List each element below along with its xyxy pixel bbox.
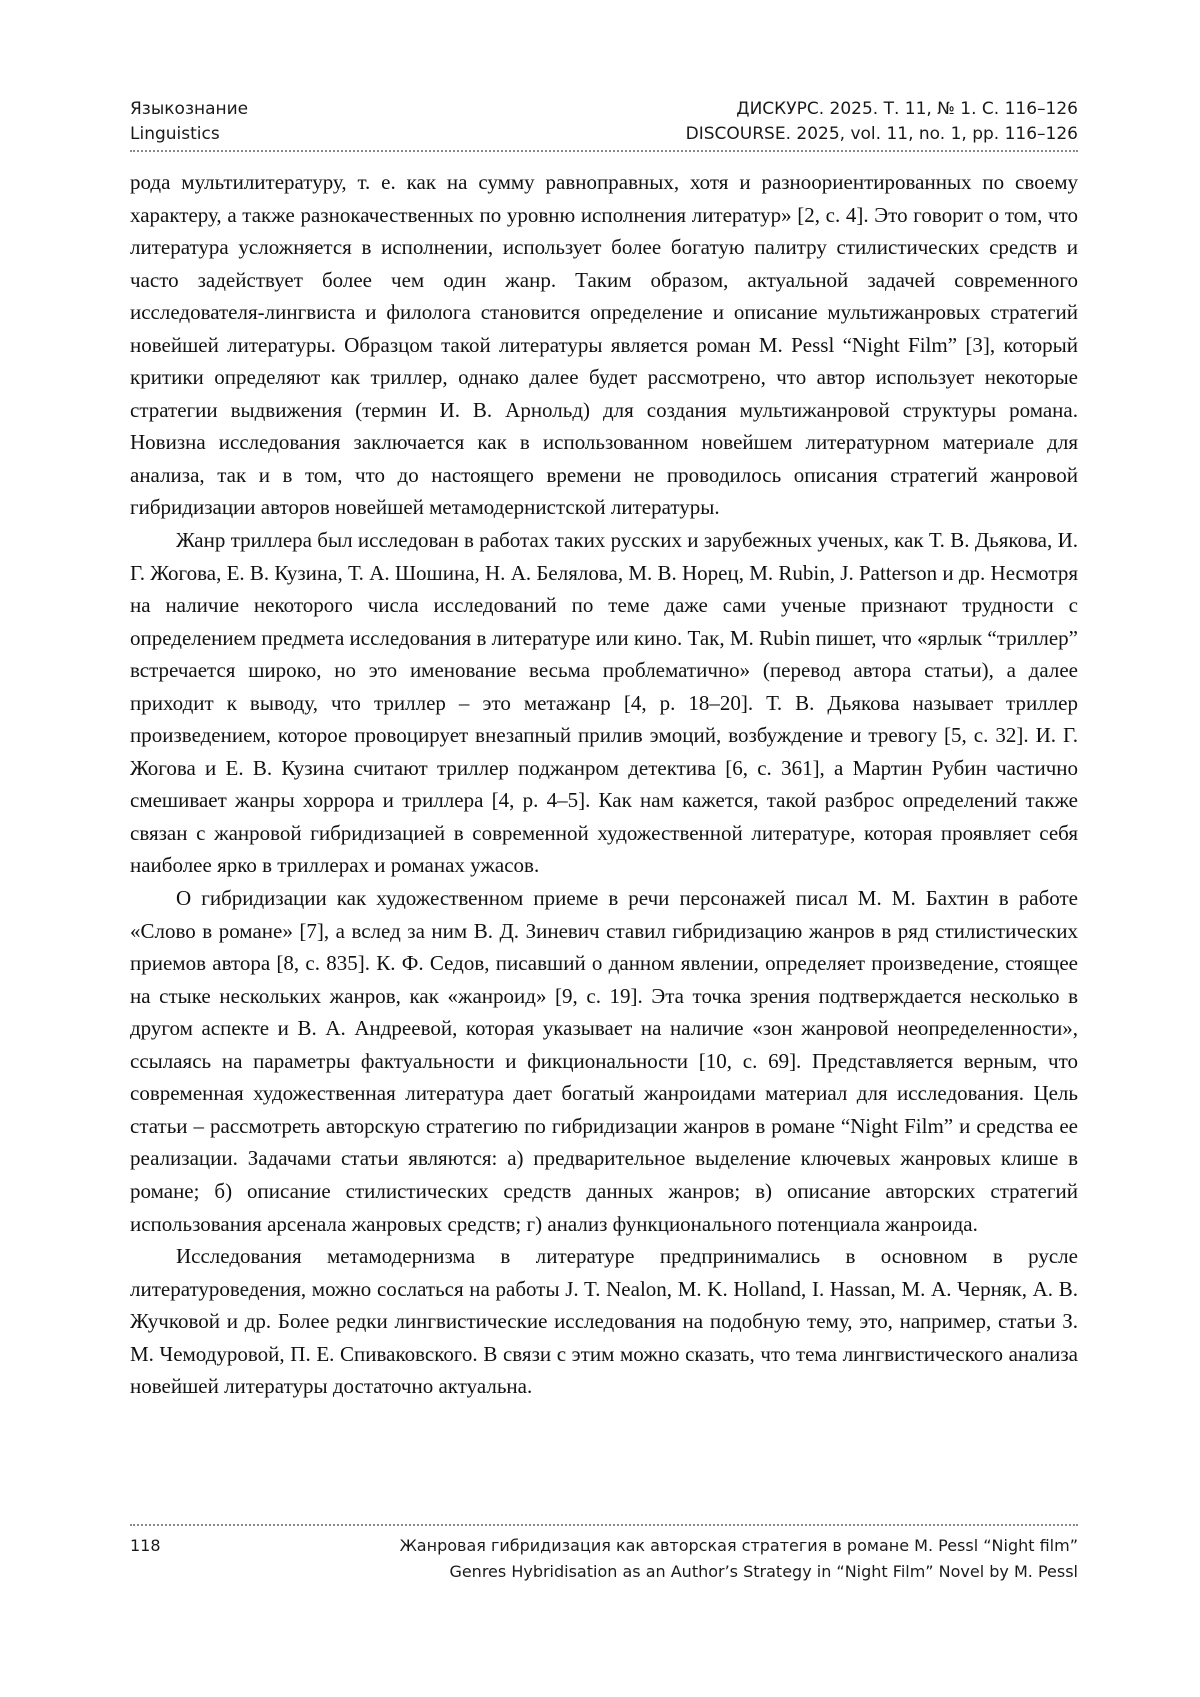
paragraph: О гибридизации как художественном приеме в речи персонажей писал М. М. Бахтин в работе «Слово в романе» [7], а вслед за ним В. Д. Зиневич ставил гибридизацию жанров в ряд стилистических приемов автора [8, с. 835]. К. Ф. Седов, писавший о данном явлении, определяет произведение, стоящее на стыке нескольких жанров, как «жанроид» [9, с. 19]. Эта точка зрения подтверждается несколько в другом аспекте и В. А. Андреевой, которая указывает на наличие «зон жанровой неопределенности», ссылаясь на параметры фактуальности и фикциональности [10, с. 69]. Представляется верным, что современная художественная литература дает богатый жанроидами материал для исследования. Цель статьи – рассмотреть авторскую стратегию по гибридизации жанров в романе “Night Film” и средства ее реализации. Задачами статьи являются: а) предварительное выделение ключевых жанровых клише в романе; б) описание стилистических средств данных жанров; в) описание авторских стратегий использования арсенала жанровых средств; г) анализ функционального потенциала жанроида. <box>130 886 1078 1236</box>
paragraph: Жанр триллера был исследован в работах таких русских и зарубежных ученых, как Т. В. Дьякова, И. Г. Жогова, Е. В. Кузина, Т. А. Шошина, Н. А. Белялова, М. В. Норец, M. Rubin, J. Patterson и др. Несмотря на наличие некоторого числа исследований по теме даже сами ученые признают трудности с определением предмета исследования в литературе или кино. Так, M. Rubin пишет, что «ярлык “триллер” встречается широко, но это именование весьма проблематично» (перевод автора статьи), а далее приходит к выводу, что триллер – это метажанр [4, p. 18–20]. Т. В. Дьякова называет триллер произведением, которое провоцирует внезапный прилив эмоций, возбуждение и тревогу [5, с. 32]. И. Г. Жогова и Е. В. Кузина считают триллер поджанром детектива [6, с. 361], а Мартин Рубин частично смешивает жанры хоррора и триллера [4, p. 4–5]. Как нам кажется, такой разброс определений также связан с жанровой гибридизацией в современной художественной литературе, которая проявляет себя наиболее ярко в триллерах и романах ужасов. <box>130 528 1078 878</box>
paragraph: Исследования метамодернизма в литературе предпринимались в основном в русле литературоведения, можно сослаться на работы J. T. Nealon, M. K. Holland, I. Hassan, М. А. Черняк, А. В. Жучковой и др. Более редки лингвистические исследования на подобную тему, это, например, статьи З. М. Чемодуровой, П. Е. Спиваковского. В связи с этим можно сказать, что тема лингвистического анализа новейшей литературы достаточно актуальна. <box>130 1244 1078 1399</box>
article-titles <box>400 1533 1078 1585</box>
paragraph-continued: рода мультилитературу, т. е. как на сумму равноправных, хотя и разноориентированных по своему характеру, а также разнокачественных по уровню исполнения литератур» [2, с. 4]. Это говорит о том, что литература усложняется в исполнении, использует более богатую палитру стилистических средств и часто задействует более чем один жанр. Таким образом, актуальной задачей современного исследователя-лингвиста и филолога становится определение и описание мультижанровых стратегий новейшей литературы. Образцом такой литературы является роман M. Pessl “Night Film” [3], который критики определяют как триллер, однако далее будет рассмотрено, что автор использует некоторые стратегии выдвижения (термин И. В. Арнольд) для создания мультижанровой структуры романа. Новизна исследования заключается как в использованном новейшем литературном материале для анализа, так и в том, что до настоящего времени не проводилось описания стратегий жанровой гибридизации авторов новейшей метамодернистской литературы. <box>130 170 1078 520</box>
section-name-en: Linguistics <box>130 124 220 144</box>
header-row-russian <box>130 97 1078 122</box>
article-title-en: Genres Hybridisation as an Author’s Strategy in “Night Film” Novel by M. Pessl <box>449 1562 1078 1581</box>
running-header <box>130 97 1078 147</box>
article-body <box>130 166 1078 1403</box>
header-divider <box>130 150 1078 152</box>
journal-citation-en: DISCOURSE. 2025, vol. 11, no. 1, pp. 116–126 <box>685 124 1078 144</box>
article-title-ru: Жанровая гибридизация как авторская стратегия в романе M. Pessl “Night film” <box>399 1536 1078 1555</box>
header-row-english <box>130 122 1078 147</box>
footer-divider <box>130 1524 1078 1526</box>
page-number: 118 <box>130 1536 161 1555</box>
section-name-ru: Языкознание <box>130 99 249 119</box>
journal-citation-ru: ДИСКУРС. 2025. Т. 11, № 1. С. 116–126 <box>736 99 1078 119</box>
